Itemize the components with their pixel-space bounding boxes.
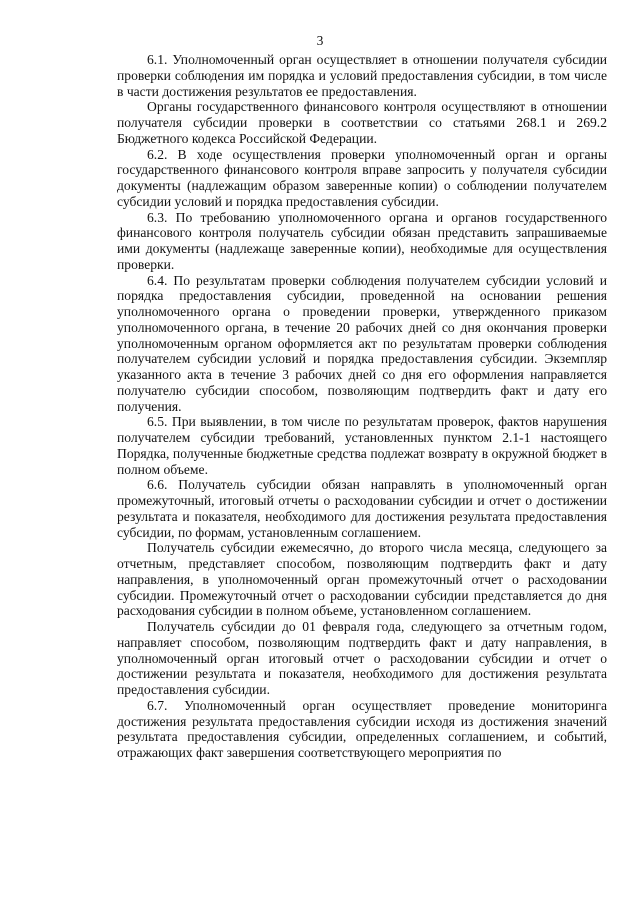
paragraph-monthly-report: Получатель субсидии ежемесячно, до второго числа месяца, следующего за отчетным, представляет способом, позволяющим подтвердить факт и дату направления, в уполномоченный орган промежуточный отчет о расходовании субсидии. Промежуточный отчет о расходовании субсидии представляется до дня расходования субсидии в полном объеме, установленном соглашением.: [117, 540, 607, 619]
paragraph-6-7: 6.7. Уполномоченный орган осуществляет проведение мониторинга достижения результата предоставления субсидии исходя из достижения значений результата предоставления субсидии, определенных соглашением, и событий, отражающих факт завершения соответствующего мероприятия по: [117, 697, 607, 760]
paragraph-6-5: 6.5. При выявлении, в том числе по результатам проверок, фактов нарушения получателем субсидии требований, установленных пунктом 2.1-1 настоящего Порядка, полученные бюджетные средства подлежат возврату в окружной бюджет в полном объеме.: [117, 414, 607, 477]
paragraph-financial-control: Органы государственного финансового контроля осуществляют в отношении получателя субсидии проверки в соответствии со статьями 268.1 и 269.2 Бюджетного кодекса Российской Федерации.: [117, 99, 607, 146]
paragraph-6-4: 6.4. По результатам проверки соблюдения получателем субсидии условий и порядка предоставления субсидии, проведенной на основании решения уполномоченного органа о проведении проверки, утвержденного приказом уполномоченного органа, в течение 20 рабочих дней со дня окончания проверки уполномоченным органом оформляется акт по результатам проверки соблюдения получателем субсидии условий и порядка предоставления субсидии. Экземпляр указанного акта в течение 3 рабочих дней со дня его оформления направляется получателю субсидии способом, позволяющим подтвердить факт и дату его получения.: [117, 272, 607, 414]
paragraph-final-report: Получатель субсидии до 01 февраля года, следующего за отчетным годом, направляет способом, позволяющим подтвердить факт и дату направления, в уполномоченный орган итоговый отчет о расходовании субсидии и отчет о достижении результата и показателя, необходимого для достижения результата предоставления субсидии.: [117, 619, 607, 697]
document-body: [117, 52, 607, 761]
paragraph-6-3: 6.3. По требованию уполномоченного органа и органов государственного финансового контроля получатель субсидии обязан представить запрашиваемые ими документы (надлежаще заверенные копии), необходимые для осуществления проверки.: [117, 209, 607, 272]
paragraph-6-1: 6.1. Уполномоченный орган осуществляет в отношении получателя субсидии проверки соблюдения им порядка и условий предоставления субсидии, в том числе в части достижения результатов ее предоставления.: [117, 52, 607, 99]
paragraph-6-6: 6.6. Получатель субсидии обязан направлять в уполномоченный орган промежуточный, итоговый отчеты о расходовании субсидии и отчет о достижении результата и показателя, необходимого для достижения результата предоставления субсидии, по формам, установленным соглашением.: [117, 477, 607, 540]
page-number: 3: [316, 33, 324, 48]
paragraph-6-2: 6.2. В ходе осуществления проверки уполномоченный орган и органы государственного финансового контроля вправе запросить у получателя субсидии документы (надлежащим образом заверенные копии) о соблюдении получателем субсидии условий и порядка предоставления субсидии.: [117, 146, 607, 209]
